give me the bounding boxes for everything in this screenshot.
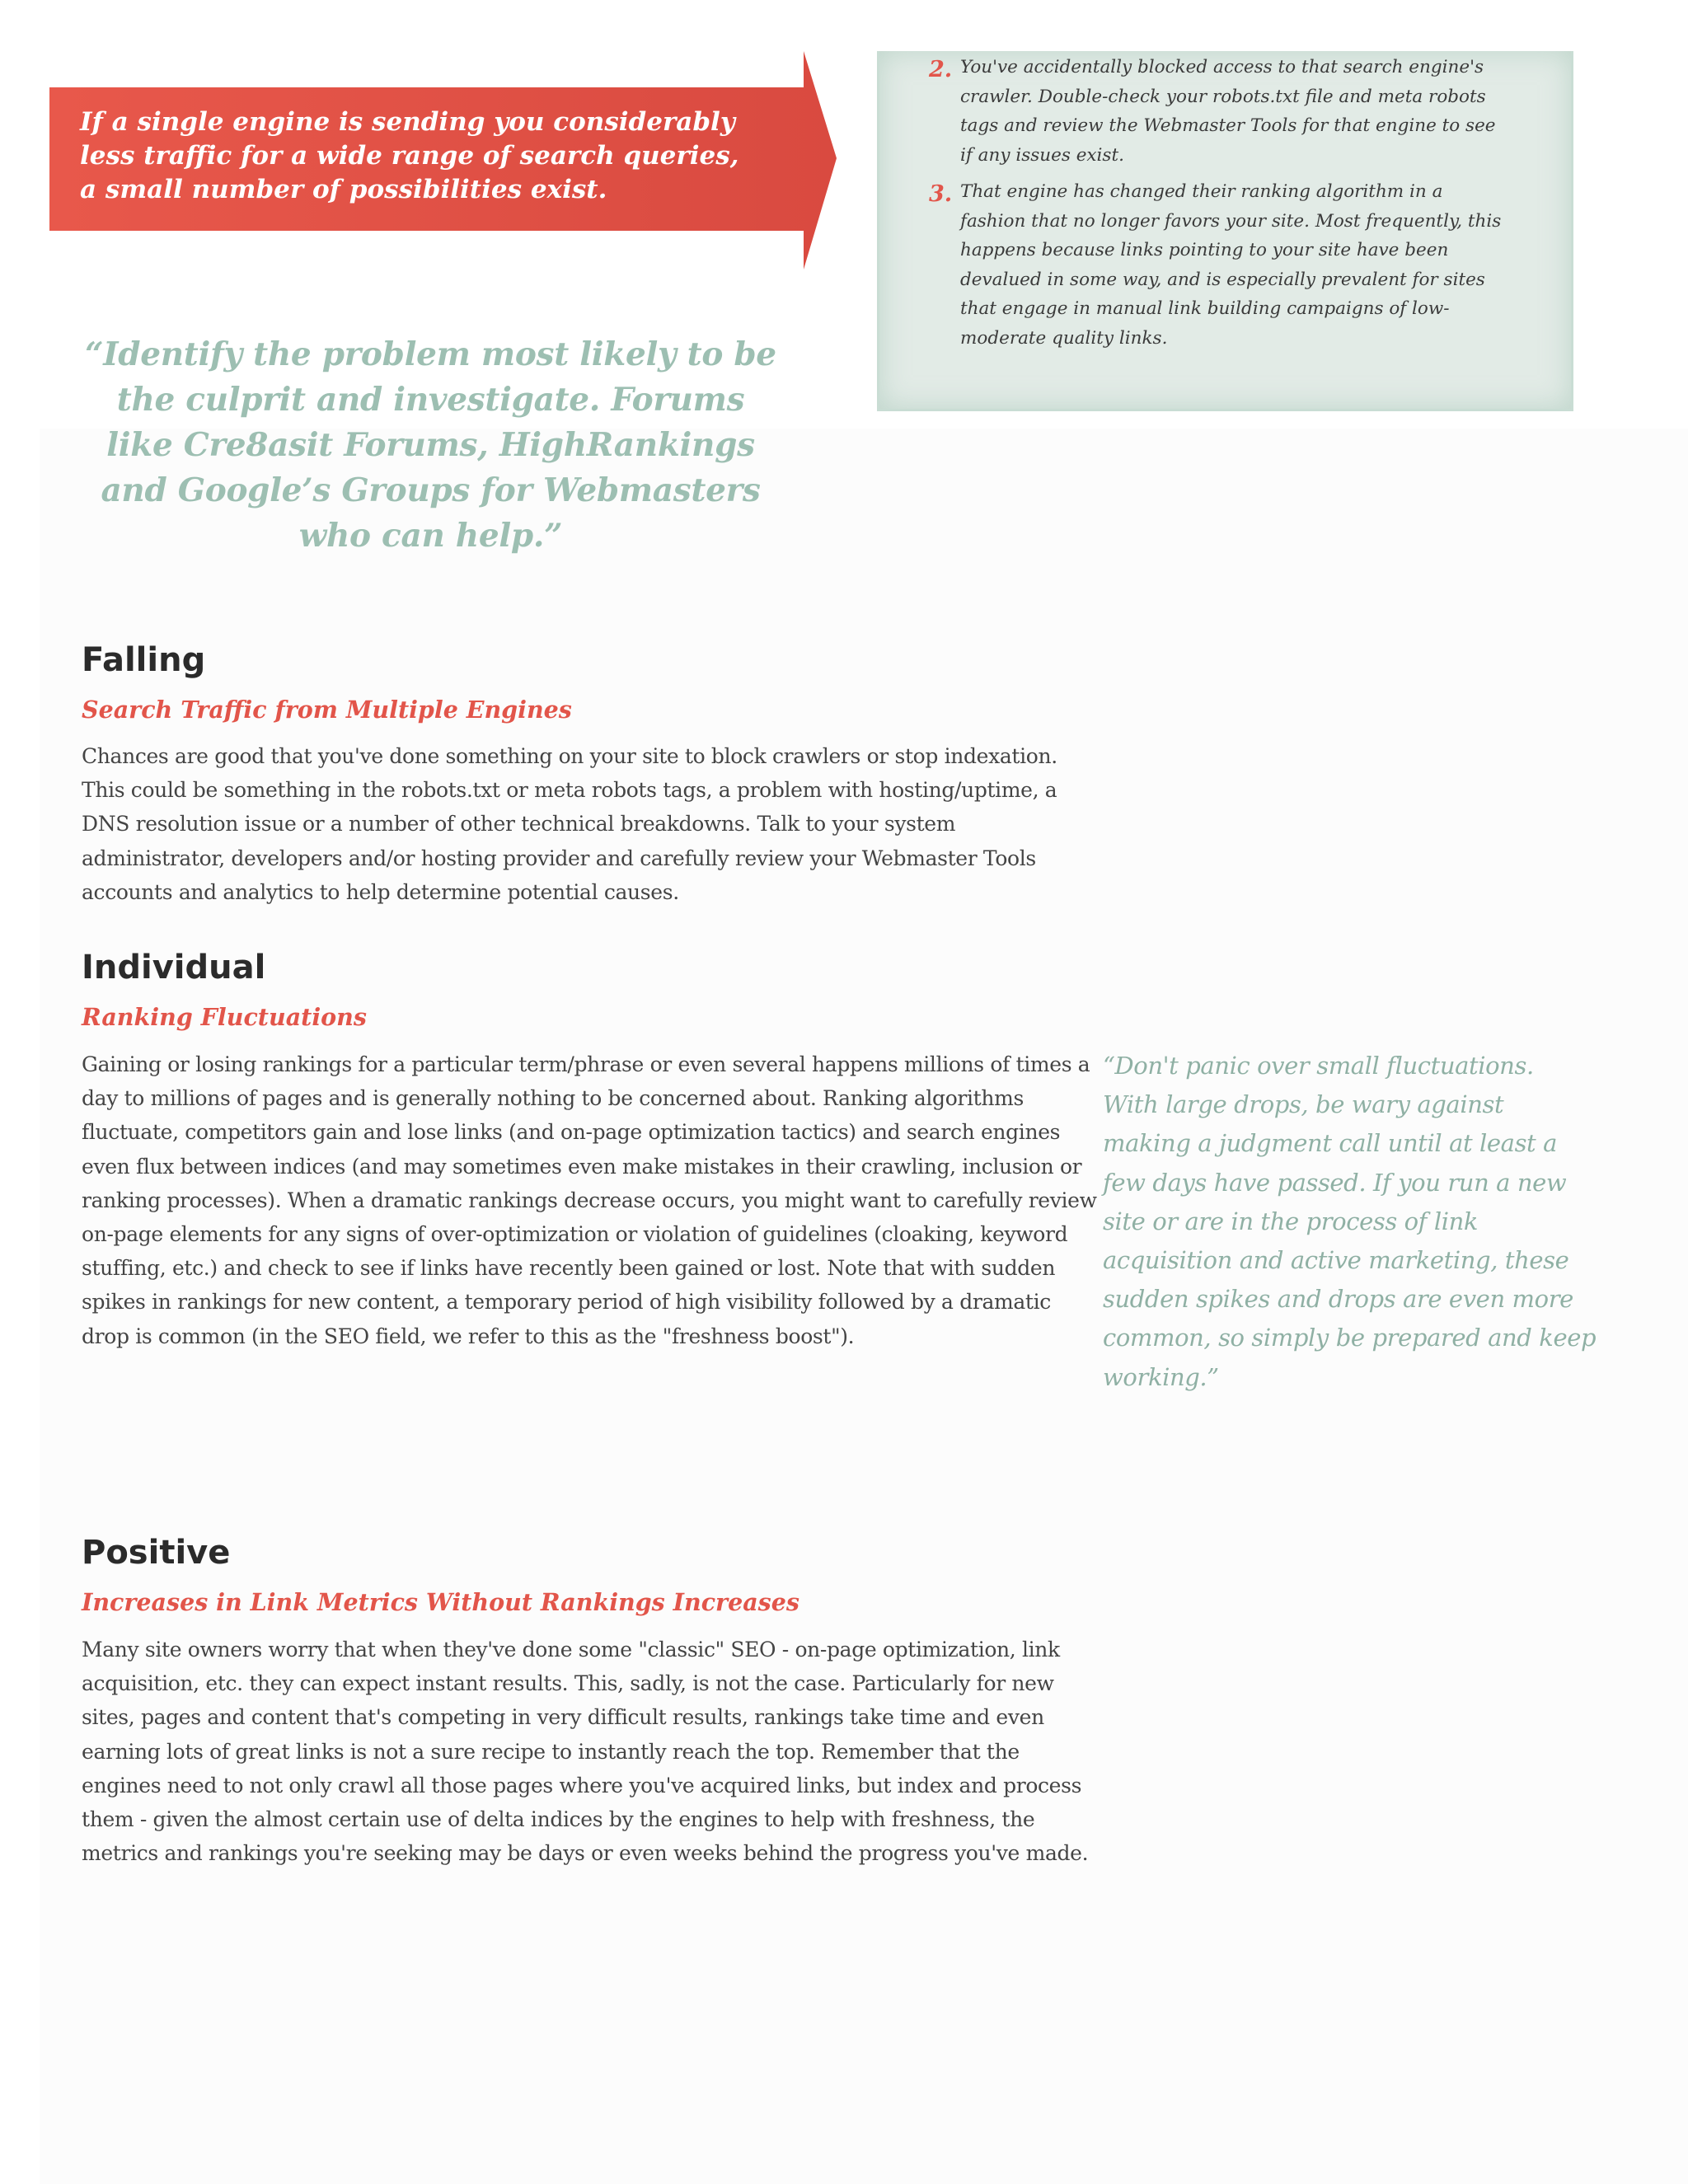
pull-quote: “Identify the problem most likely to be the culprit and investigate. Forums like Cre8asit Forums, HighRankings and Google’s Groups for Webmasters who can help.” bbox=[85, 335, 776, 555]
section-heading-falling: Falling bbox=[82, 641, 206, 679]
list-item bbox=[929, 53, 1506, 170]
list-number: 3. bbox=[929, 181, 953, 207]
section-subheading-falling: Search Traffic from Multiple Engines bbox=[82, 696, 572, 724]
list-number: 2. bbox=[929, 57, 953, 82]
numbered-list bbox=[929, 51, 1506, 360]
callout-text: If a single engine is sending you considerably less traffic for a wide range of search queries, a small number of possibilities exist. bbox=[80, 107, 739, 204]
section-heading-positive: Positive bbox=[82, 1534, 231, 1572]
list-item-text: That engine has changed their ranking algorithm in a fashion that no longer favors your site. Most frequently, this happens because links pointing to your site have been devalued in some way, and is especially prevalent for sites that engage in manual link building campaigns of low-moderate quality links. bbox=[960, 181, 1502, 349]
section-subheading-individual: Ranking Fluctuations bbox=[82, 1003, 367, 1031]
callout-arrow-banner bbox=[49, 51, 837, 269]
side-quote: “Don't panic over small fluctuations. With large drops, be wary against making a judgment call until at least a few days have passed. If you run a new site or are in the process of link acquisition and active marketing, these sudden spikes and drops are even more common, so simply be prepared and keep working.” bbox=[1103, 1052, 1597, 1391]
info-box bbox=[877, 51, 1573, 411]
list-item-text: You've accidentally blocked access to that search engine's crawler. Double-check your robots.txt file and meta robots tags and review the Webmaster Tools for that engine to see if any issues exist. bbox=[960, 57, 1496, 166]
section-body-individual: Gaining or losing rankings for a particular term/phrase or even several happens millions of times a day to millions of pages and is generally nothing to be concerned about. Ranking algorithms fluctuate, competitors gain and lose links (and on-page optimization tactics) and search engines even flux between indices (and may sometimes even make mistakes in their crawling, inclusion or ranking processes). When a dramatic rankings decrease occurs, you might want to carefully review on-page elements for any signs of over-optimization or violation of guidelines (cloaking, keyword stuffing, etc.) and check to see if links have recently been gained or lost. Note that with sudden spikes in rankings for new content, a temporary period of high visibility followed by a dramatic drop is common (in the SEO field, we refer to this as the "freshness boost"). bbox=[82, 1052, 1097, 1348]
section-heading-individual: Individual bbox=[82, 949, 266, 987]
list-item bbox=[929, 177, 1506, 353]
section-body-falling: Chances are good that you've done something on your site to block crawlers or stop indexation. This could be something in the robots.txt or meta robots tags, a problem with hosting/uptime, a DNS resolution issue or a number of other technical breakdowns. Talk to your system administrator, developers and/or hosting provider and carefully review your Webmaster Tools accounts and analytics to help determine potential causes. bbox=[82, 744, 1057, 904]
section-subheading-positive: Increases in Link Metrics Without Rankings Increases bbox=[82, 1588, 799, 1616]
section-body-positive: Many site owners worry that when they've done some "classic" SEO - on-page optimization, link acquisition, etc. they can expect instant results. This, sadly, is not the case. Particularly for new sites, pages and content that's competing in very difficult results, rankings take time and even earning lots of great links is not a sure recipe to instantly reach the top. Remember that the engines need to not only crawl all those pages where you've acquired links, but index and process them - given the almost certain use of delta indices by the engines to help with freshness, the metrics and rankings you're seeking may be days or even weeks behind the progress you've made. bbox=[82, 1638, 1089, 1866]
